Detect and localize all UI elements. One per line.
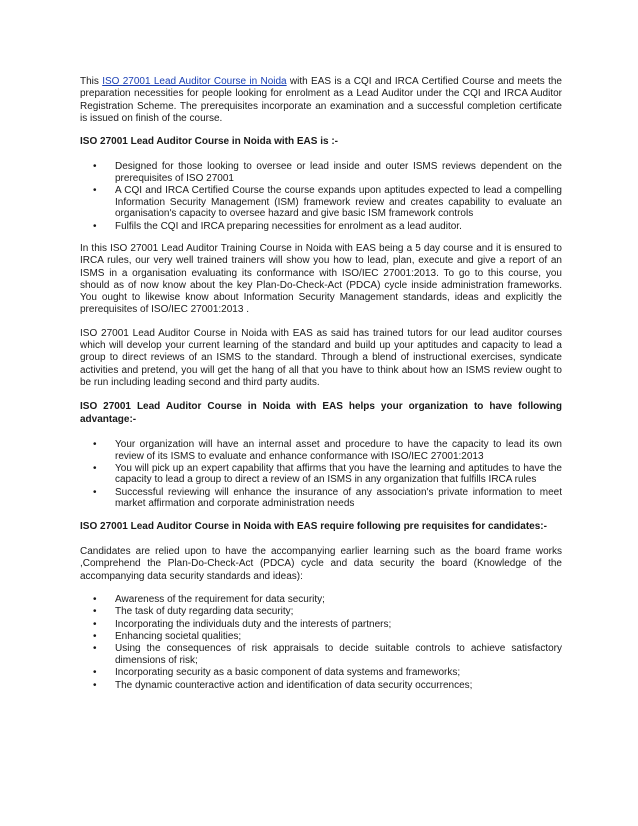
section3-list	[80, 594, 562, 691]
list-item: • A CQI and IRCA Certified Course the course expands upon aptitudes expected to lead a compelling Information Security Management (ISM) framework review and creates capability to evaluate an organisation's capacity to oversee hazard and give basic ISM framework controls	[80, 185, 562, 219]
section3-paragraph: Candidates are relied upon to have the accompanying earlier learning such as the board frame works ,Comprehend the Plan-Do-Check-Act (PDCA) cycle and data security the board (Knowledge of the accompanying data security standards and ideas):	[80, 545, 562, 582]
section2-heading: ISO 27001 Lead Auditor Course in Noida with EAS helps your organization to have following advantage:-	[80, 401, 562, 426]
section2-list	[80, 439, 562, 509]
list-item: • Enhancing societal qualities;	[80, 631, 562, 642]
section1-list	[80, 161, 562, 231]
document-page	[80, 76, 562, 702]
list-item: • Designed for those looking to oversee or lead inside and outer ISMS reviews dependent on the prerequisites of ISO 27001	[80, 161, 562, 184]
intro-text-pre: This	[80, 76, 103, 87]
course-link[interactable]: ISO 27001 Lead Auditor Course in Noida	[102, 76, 287, 87]
intro-text-post: with EAS is a CQI and IRCA Certified Course and meets the preparation necessities for people looking for enrolment as a Lead Auditor under the CQI and IRCA Auditor Registration Scheme. The prerequisites incorporate an examination and a successful completion certificate is issued on finish of the course.	[80, 76, 562, 124]
body-paragraph: In this ISO 27001 Lead Auditor Training Course in Noida with EAS being a 5 day course and it is ensured to IRCA rules, our very well trained trainers will show you how to lead, plan, execute and give a report of an ISMS in a organisation evaluating its conformance with ISO/IEC 27001:2013. To go to this course, you should as of now know about the key Plan-Do-Check-Act (PDCA) cycle inside administration frameworks. You ought to likewise know about Information Security Management standards, ideas and explicitly the prerequisites of ISO/IEC 27001:2013 .	[80, 242, 562, 316]
list-item: • Using the consequences of risk appraisals to decide suitable controls to achieve satisfactory dimensions of risk;	[80, 643, 562, 666]
list-item: • Awareness of the requirement for data security;	[80, 594, 562, 605]
body-paragraph: ISO 27001 Lead Auditor Course in Noida with EAS as said has trained tutors for our lead auditor courses which will develop your current learning of the standard and build up your aptitudes and capacity to lead a group to direct reviews of an ISMS to the standard. Through a blend of instructional exercises, syndicate activities and pretend, you will get the hang of all that you have to think about how an ISMS review ought to be run including leading second and third party audits.	[80, 327, 562, 388]
list-item: • Successful reviewing will enhance the insurance of any association's private information to meet market affirmation and corporate administration needs	[80, 487, 562, 510]
list-item: • Fulfils the CQI and IRCA preparing necessities for enrolment as a lead auditor.	[80, 221, 562, 232]
list-item: • Incorporating security as a basic component of data systems and frameworks;	[80, 667, 562, 678]
list-item: • Your organization will have an internal asset and procedure to have the capacity to lead its own review of its ISMS to evaluate and enhance conformance with ISO/IEC 27001:2013	[80, 439, 562, 462]
section3-heading: ISO 27001 Lead Auditor Course in Noida with EAS require following pre requisites for candidates:-	[80, 520, 547, 532]
list-item: • You will pick up an expert capability that affirms that you have the learning and aptitudes to have the capacity to lead a group to direct a review of an ISMS in any organization that fulfills IRCA rules	[80, 463, 562, 486]
intro-paragraph	[80, 76, 562, 125]
list-item: • The task of duty regarding data security;	[80, 606, 562, 617]
list-item: • The dynamic counteractive action and identification of data security occurrences;	[80, 680, 562, 691]
list-item: • Incorporating the individuals duty and the interests of partners;	[80, 619, 562, 630]
section1-heading: ISO 27001 Lead Auditor Course in Noida with EAS is :-	[80, 136, 339, 148]
